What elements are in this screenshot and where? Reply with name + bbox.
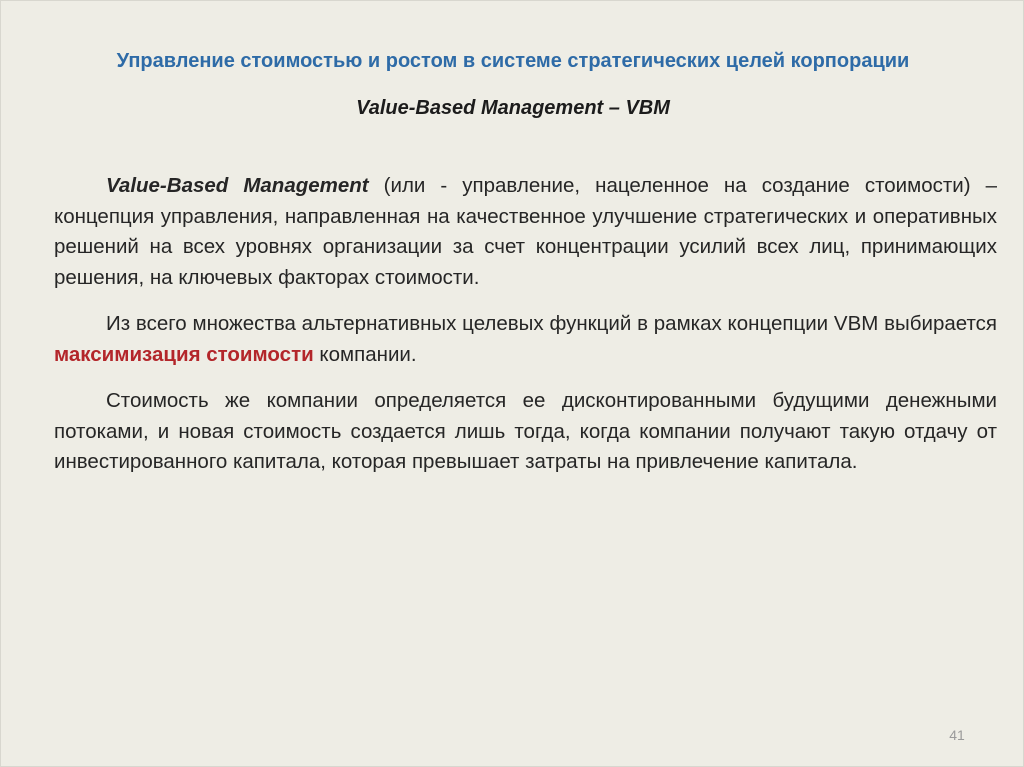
objective-text-after: компании. (313, 342, 417, 366)
definition-text: (или - управление, нацеленное на создание стоимости) – концепция управления, направленная на качественное улучшение стратегических и оперативных решений на всех уровнях организации за счет концентрации усилий всех лиц, принимающих решения, на ключевых факторах стоимости. (54, 174, 997, 289)
paragraph-definition (54, 171, 997, 293)
paragraph-value-creation (54, 386, 997, 478)
slide-body (54, 171, 997, 494)
slide-subtitle: Value-Based Management – VBM (356, 97, 670, 119)
highlight-value-maximization: максимизация стоимости (54, 342, 314, 366)
slide-title: Управление стоимостью и ростом в системе стратегических целей корпорации (116, 50, 910, 72)
paragraph-objective (54, 309, 997, 370)
value-creation-text: Стоимость же компании определяется ее дисконтированными будущими денежными потоками, и новая стоимость создается лишь тогда, когда компании получают такую отдачу от инвестированного капитала, которая превышает затраты на привлечение капитала. (54, 389, 997, 473)
page-number: 41 (949, 727, 965, 743)
term-vbm: Value-Based Management (106, 174, 369, 197)
objective-text-before: Из всего множества альтернативных целевых функций в рамках концепции VBM выбирается (106, 312, 997, 335)
